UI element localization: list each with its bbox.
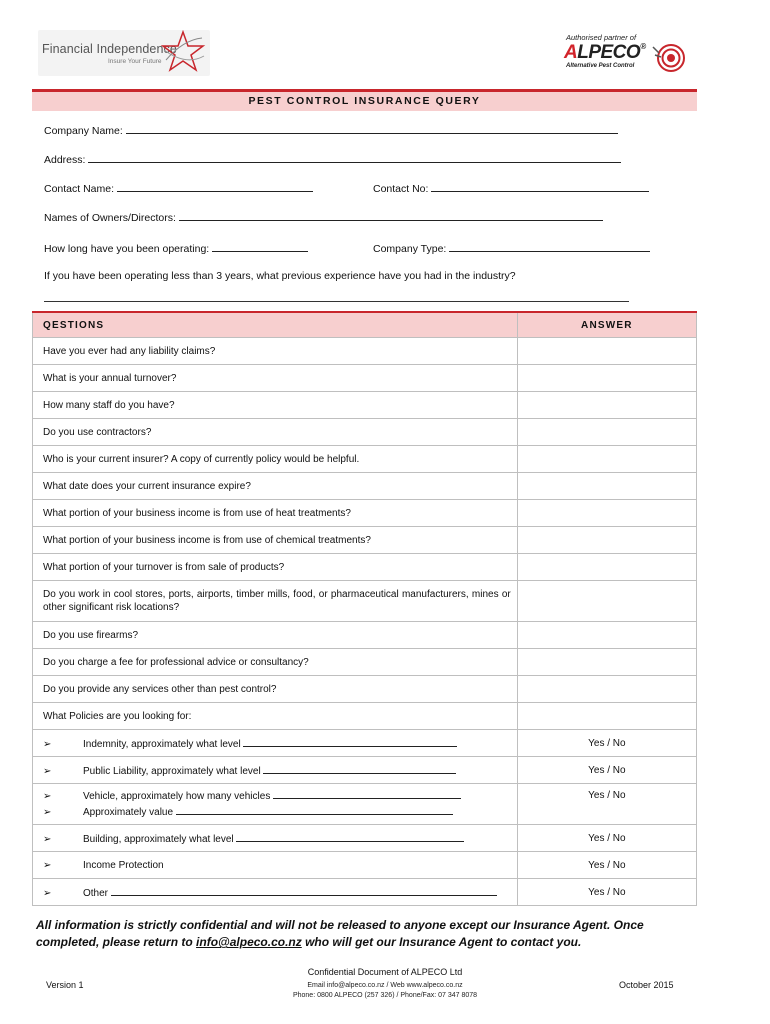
policy-row <box>33 852 697 879</box>
address-line[interactable] <box>88 152 621 163</box>
bullet-arrow-icon: ➢ <box>43 833 52 845</box>
answer-cell[interactable] <box>517 622 696 649</box>
table-row <box>33 419 697 446</box>
operating-field[interactable] <box>44 241 308 255</box>
policy-label: Approximately value <box>83 807 174 818</box>
policy-line[interactable] <box>263 763 456 774</box>
col-answer-header: ANSWER <box>517 312 696 338</box>
policy-row <box>33 757 697 784</box>
question-text: Do you use contractors? <box>33 419 518 446</box>
contact-no-line[interactable] <box>431 181 649 192</box>
policy-cell <box>33 757 518 784</box>
question-text: Have you ever had any liability claims? <box>33 338 518 365</box>
experience-question: If you have been operating less than 3 years, what previous experience have you had in the industry? <box>44 270 516 282</box>
yes-no-toggle[interactable]: Yes / No <box>517 784 696 825</box>
alpeco-logo <box>560 33 690 73</box>
address-label: Address: <box>44 154 86 166</box>
policy-cell <box>33 730 518 757</box>
policy-line-1 <box>43 788 517 804</box>
table-row <box>33 473 697 500</box>
answer-cell <box>517 703 696 730</box>
question-text: What is your annual turnover? <box>33 365 518 392</box>
policy-label: Public Liability, approximately what level <box>83 765 261 777</box>
table-row <box>33 703 697 730</box>
note-text-1: All information is strictly confidential and will not be released to anyone except our Insurance Agent. Once completed, please return to <box>36 918 644 949</box>
footer-web: Email info@alpeco.co.nz / Web www.alpeco.co.nz <box>307 982 463 989</box>
bullet-arrow-icon: ➢ <box>43 765 52 777</box>
table-row <box>33 649 697 676</box>
policy-cell <box>33 879 518 906</box>
question-text: What portion of your turnover is from sale of products? <box>33 554 518 581</box>
company-type-field[interactable] <box>373 241 650 255</box>
answer-cell[interactable] <box>517 392 696 419</box>
table-row <box>33 676 697 703</box>
logo-reg-mark: ® <box>640 42 646 51</box>
answer-cell[interactable] <box>517 338 696 365</box>
question-text: Do you charge a fee for professional advice or consultancy? <box>33 649 518 676</box>
table-row <box>33 392 697 419</box>
bullet-arrow-icon: ➢ <box>43 887 52 899</box>
questions-table <box>32 311 697 906</box>
answer-cell[interactable] <box>517 649 696 676</box>
yes-no-toggle[interactable]: Yes / No <box>517 879 696 906</box>
footer-center <box>200 967 570 999</box>
question-text: What portion of your business income is from use of heat treatments? <box>33 500 518 527</box>
footer-confidential: Confidential Document of ALPECO Ltd <box>307 967 463 977</box>
policy-cell <box>33 784 518 825</box>
policy-row <box>33 825 697 852</box>
policy-line[interactable] <box>236 831 464 842</box>
owners-field[interactable] <box>44 210 603 224</box>
owners-line[interactable] <box>179 210 603 221</box>
logo-left-tagline: Insure Your Future <box>108 58 162 65</box>
bullet-arrow-icon: ➢ <box>43 807 52 818</box>
operating-line[interactable] <box>212 241 308 252</box>
bullet-arrow-icon: ➢ <box>43 859 52 871</box>
yes-no-toggle[interactable]: Yes / No <box>517 825 696 852</box>
table-row <box>33 446 697 473</box>
logo-partner-text: Authorised partner of <box>566 33 637 42</box>
table-header <box>33 312 697 338</box>
company-type-line[interactable] <box>449 241 650 252</box>
version-label: Version 1 <box>46 980 84 990</box>
question-text: Do you use firearms? <box>33 622 518 649</box>
answer-cell[interactable] <box>517 500 696 527</box>
policy-label: Other <box>83 887 109 899</box>
contact-no-label: Contact No: <box>373 183 429 195</box>
answer-cell[interactable] <box>517 365 696 392</box>
company-type-label: Company Type: <box>373 243 447 255</box>
table-row <box>33 338 697 365</box>
policies-heading: What Policies are you looking for: <box>33 703 518 730</box>
policy-line[interactable] <box>243 736 457 747</box>
table-row <box>33 365 697 392</box>
table-row <box>33 622 697 649</box>
logo-brand-first: A <box>564 42 578 63</box>
logo-brand <box>564 42 646 64</box>
note-text-2: who will get our Insurance Agent to contact you. <box>301 935 582 949</box>
logo-left-name: Financial Independence <box>42 42 177 56</box>
contact-name-field[interactable] <box>44 181 313 195</box>
email-link[interactable]: info@alpeco.co.nz <box>196 935 302 949</box>
yes-no-toggle[interactable]: Yes / No <box>517 730 696 757</box>
yes-no-toggle[interactable]: Yes / No <box>517 757 696 784</box>
answer-cell[interactable] <box>517 419 696 446</box>
confidentiality-note <box>36 917 701 951</box>
policy-row <box>33 784 697 825</box>
answer-cell[interactable] <box>517 446 696 473</box>
col-question-header: QESTIONS <box>33 312 518 338</box>
answer-cell[interactable] <box>517 527 696 554</box>
policy-label: Building, approximately what level <box>83 833 234 845</box>
policy-label: Indemnity, approximately what level <box>83 738 241 750</box>
logo-brand-rest: LPECO <box>577 42 641 63</box>
footer-date: October 2015 <box>619 980 674 990</box>
page-title: PEST CONTROL INSURANCE QUERY <box>32 89 697 111</box>
question-text: How many staff do you have? <box>33 392 518 419</box>
company-name-label: Company Name: <box>44 125 123 137</box>
table-row <box>33 500 697 527</box>
answer-cell[interactable] <box>517 676 696 703</box>
policy-line[interactable] <box>176 804 453 815</box>
question-text: What portion of your business income is from use of chemical treatments? <box>33 527 518 554</box>
company-name-field[interactable] <box>44 123 618 137</box>
table-row <box>33 581 697 622</box>
yes-no-toggle[interactable]: Yes / No <box>517 852 696 879</box>
answer-cell[interactable] <box>517 581 696 622</box>
question-text: What date does your current insurance expire? <box>33 473 518 500</box>
answer-cell[interactable] <box>517 473 696 500</box>
question-text: Do you provide any services other than pest control? <box>33 676 518 703</box>
policy-row <box>33 730 697 757</box>
address-field[interactable] <box>44 152 621 166</box>
company-name-line[interactable] <box>126 123 618 134</box>
contact-name-line[interactable] <box>117 181 313 192</box>
logo-right-tagline: Alternative Pest Control <box>566 63 635 69</box>
bullet-arrow-icon: ➢ <box>43 738 52 750</box>
answer-cell[interactable] <box>517 554 696 581</box>
question-text: Who is your current insurer? A copy of currently policy would be helpful. <box>33 446 518 473</box>
operating-label: How long have you been operating: <box>44 243 210 255</box>
policy-label: Income Protection <box>83 859 164 871</box>
star-swirl-icon <box>158 30 208 74</box>
financial-independence-logo <box>38 30 210 76</box>
bullet-arrow-icon: ➢ <box>43 791 52 802</box>
contact-name-label: Contact Name: <box>44 183 115 195</box>
policy-line-2 <box>43 804 517 820</box>
policy-cell <box>33 852 518 879</box>
policy-row <box>33 879 697 906</box>
policy-line[interactable] <box>273 788 461 799</box>
experience-line[interactable] <box>44 301 629 302</box>
target-icon <box>651 41 687 73</box>
policy-cell <box>33 825 518 852</box>
contact-no-field[interactable] <box>373 181 649 195</box>
question-text: Do you work in cool stores, ports, airports, timber mills, food, or pharmaceutical manufacturers, mines or other significant risk locations? <box>33 581 518 622</box>
owners-label: Names of Owners/Directors: <box>44 212 176 224</box>
policy-line[interactable] <box>111 885 497 896</box>
footer-phone: Phone: 0800 ALPECO (257 326) / Phone/Fax: 07 347 8078 <box>292 992 478 999</box>
table-row <box>33 527 697 554</box>
policy-label: Vehicle, approximately how many vehicles <box>83 791 271 802</box>
table-row <box>33 554 697 581</box>
